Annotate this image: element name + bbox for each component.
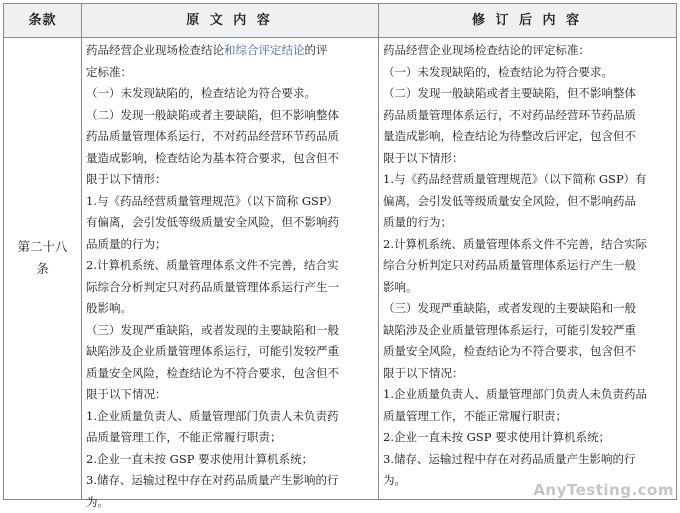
original-line: 质量安全风险，检查结论为不符合要求，包含但不: [86, 363, 374, 385]
original-line: 3.储存、运输过程中存在对药品质量产生影响的行: [86, 470, 374, 492]
column-divider-1: [81, 4, 82, 499]
clause-number: [4, 236, 81, 280]
original-line: 般影响。: [86, 298, 374, 320]
original-content: [86, 40, 374, 513]
revised-line: 缺陷涉及企业质量管理体系运行，可能引发较严重: [383, 320, 671, 342]
original-line: 2.计算机系统、质量管理体系文件不完善，结合实: [86, 255, 374, 277]
revised-line: 质量安全风险，检查结论为不符合要求，包含但不: [383, 341, 671, 363]
original-line: 有偏离，会引发低等级质量安全风险，但不影响药: [86, 212, 374, 234]
original-line: 定标准：: [86, 62, 374, 84]
revised-content: [383, 40, 671, 492]
revised-line: 质量的行为；: [383, 212, 671, 234]
original-line: 1.与《药品经营质量管理规范》（以下简称 GSP）: [86, 191, 374, 213]
original-line: 限于以下情形：: [86, 169, 374, 191]
revised-line: 偏离，会引发低等级质量安全风险，但不影响药品: [383, 191, 671, 213]
revised-line: 综合分析判定只对药品质量管理体系运行产生一般: [383, 255, 671, 277]
revised-line: 1.企业质量负责人、质量管理部门负责人未负责药品: [383, 384, 671, 406]
revised-line: 药品质量管理体系运行，不对药品经营环节药品质: [383, 105, 671, 127]
original-text: 药品经营企业现场检查结论: [86, 43, 224, 57]
original-line: 2.企业一直未按 GSP 要求使用计算机系统；: [86, 449, 374, 471]
original-line: 量造成影响，检查结论为基本符合要求，包含但不: [86, 148, 374, 170]
header-revised: 修 订 后 内 容: [378, 4, 676, 37]
revised-line: 2.企业一直未按 GSP 要求使用计算机系统；: [383, 427, 671, 449]
column-divider-2: [378, 4, 379, 499]
original-line: （二）发现一般缺陷或者主要缺陷，但不影响整体: [86, 105, 374, 127]
revised-line: 限于以下情况：: [383, 363, 671, 385]
original-line: 药品质量管理体系运行，不对药品经营环节药品质: [86, 126, 374, 148]
revised-line: 1.与《药品经营质量管理规范》（以下简称 GSP）有: [383, 169, 671, 191]
revised-line: 限于以下情形：: [383, 148, 671, 170]
revised-line: 3.储存、运输过程中存在对药品质量产生影响的行: [383, 449, 671, 471]
revised-line: 为。: [383, 470, 671, 492]
revised-line: 量造成影响，检查结论为待整改后评定，包含但不: [383, 126, 671, 148]
revised-line: （三）发现严重缺陷，或者发现的主要缺陷和一般: [383, 298, 671, 320]
clause-line-1: 第二十八: [4, 236, 81, 258]
revised-line: （一）未发现缺陷的，检查结论为符合要求。: [383, 62, 671, 84]
revised-line: 药品经营企业现场检查结论的评定标准：: [383, 40, 671, 62]
original-text: 的评: [305, 43, 328, 57]
original-line: 际综合分析判定只对药品质量管理体系运行产生一: [86, 277, 374, 299]
comparison-table: [3, 3, 677, 500]
original-line: （一）未发现缺陷的，检查结论为符合要求。: [86, 83, 374, 105]
original-line: （三）发现严重缺陷，或者发现的主要缺陷和一般: [86, 320, 374, 342]
original-highlight: 和综合评定结论: [224, 43, 305, 57]
original-line: 1.企业质量负责人、质量管理部门负责人未负责药: [86, 406, 374, 428]
original-line: 缺陷涉及企业质量管理体系运行，可能引发较严重: [86, 341, 374, 363]
original-line: 限于以下情况：: [86, 384, 374, 406]
revised-line: 质量管理工作，不能正常履行职责；: [383, 406, 671, 428]
table-header-row: [4, 4, 676, 38]
revised-line: （二）发现一般缺陷或者主要缺陷，但不影响整体: [383, 83, 671, 105]
original-line: 品质量的行为；: [86, 234, 374, 256]
original-line: 为。: [86, 492, 374, 513]
clause-line-2: 条: [4, 258, 81, 280]
header-original: 原 文 内 容: [81, 4, 378, 37]
watermark: AnyTesting.com: [533, 481, 674, 499]
revised-line: 2.计算机系统、质量管理体系文件不完善，结合实际: [383, 234, 671, 256]
original-line: 品质量管理工作，不能正常履行职责；: [86, 427, 374, 449]
header-clause: 条款: [4, 4, 81, 37]
revised-line: 影响。: [383, 277, 671, 299]
original-line: [86, 40, 374, 62]
